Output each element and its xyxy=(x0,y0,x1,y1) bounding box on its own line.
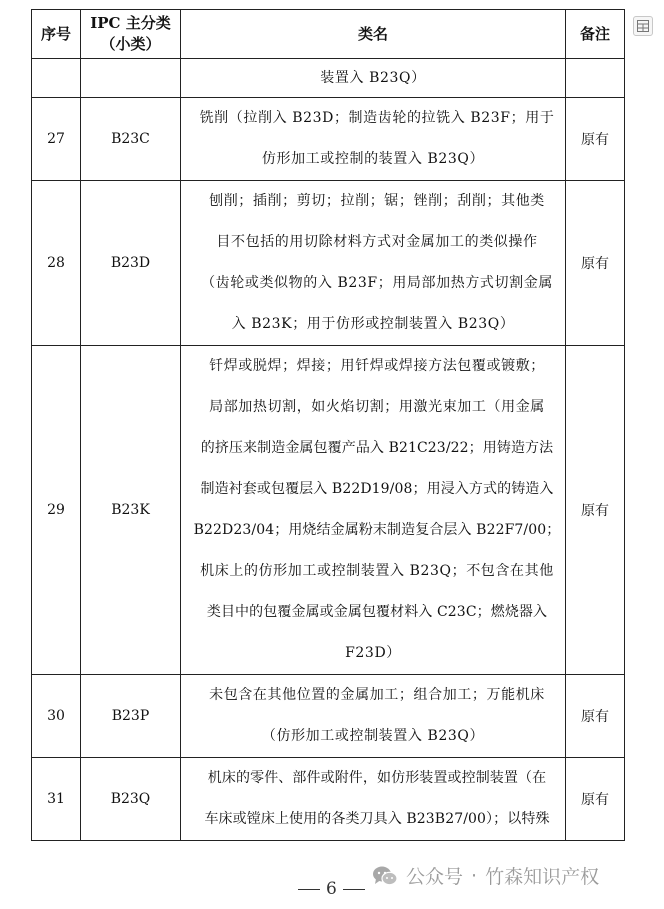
desc-line: 装置入 B23Q） xyxy=(320,70,426,86)
desc-line: 目不包括的用切除材料方式对金属加工的类似操作 xyxy=(216,234,538,250)
row-index: 29 xyxy=(32,346,81,675)
row-index: 30 xyxy=(32,675,81,758)
row-ipc-code: B23C xyxy=(81,98,181,181)
row-note: 原有 xyxy=(566,346,625,675)
table-row xyxy=(32,758,625,841)
table-row xyxy=(32,675,625,758)
desc-line: F23D） xyxy=(345,645,401,661)
page-number-value: 6 xyxy=(326,879,337,899)
desc-line: 机床的零件、部件或附件，如仿形装置或控制装置（在 xyxy=(207,770,547,786)
view-toggle-button[interactable] xyxy=(633,16,653,36)
desc-line: 机床上的仿形加工或控制装置入 B23Q；不包含在其他 xyxy=(200,563,554,579)
wechat-icon xyxy=(372,865,398,887)
row-ipc-code: B23D xyxy=(81,181,181,346)
row-desc xyxy=(181,181,566,346)
row-ipc-code: B23Q xyxy=(81,758,181,841)
header-ipc-line1: IPC 主分类 xyxy=(90,14,171,32)
desc-line: 的挤压来制造金属包覆产品入 B21C23/22；用铸造方法 xyxy=(200,440,554,456)
row-desc xyxy=(181,758,566,841)
ipc-classification-table xyxy=(31,9,625,841)
desc-line: （仿形加工或控制装置入 B23Q） xyxy=(261,728,485,744)
continuation-desc xyxy=(181,59,566,98)
desc-line: 未包含在其他位置的金属加工；组合加工；万能机床 xyxy=(209,687,545,703)
watermark-account: 竹森知识产权 xyxy=(485,866,600,888)
header-ipc-line2: （小类） xyxy=(100,35,161,53)
desc-line: （齿轮或类似物的入 B23F；用局部加热方式切割金属 xyxy=(201,275,553,291)
desc-line: 类目中的包覆金属或金属包覆材料入 C23C；燃烧器入 xyxy=(206,604,548,620)
desc-line: 局部加热切割，如火焰切割；用激光束加工（用金属 xyxy=(209,399,545,415)
header-name: 类名 xyxy=(181,10,566,59)
grid-icon xyxy=(637,20,649,32)
row-ipc-code: B23P xyxy=(81,675,181,758)
row-desc xyxy=(181,675,566,758)
header-ipc-code xyxy=(81,10,181,59)
page-footer xyxy=(0,864,664,903)
row-note: 原有 xyxy=(566,675,625,758)
desc-line: 车床或镗床上使用的各类刀具入 B23B27/00）；以特殊 xyxy=(204,811,550,827)
desc-line: 仿形加工或控制的装置入 B23Q） xyxy=(261,151,485,167)
table-header-row xyxy=(32,10,625,59)
watermark-separator: · xyxy=(471,864,478,887)
page-dash-right xyxy=(343,889,365,890)
row-note: 原有 xyxy=(566,98,625,181)
page-dash-left xyxy=(298,889,320,890)
watermark-label: 公众号 xyxy=(406,866,464,888)
continuation-row xyxy=(32,59,625,98)
table-row xyxy=(32,346,625,675)
row-index: 31 xyxy=(32,758,81,841)
wechat-watermark xyxy=(372,862,599,889)
desc-line: 刨削；插削；剪切；拉削；锯；锉削；刮削；其他类 xyxy=(209,193,545,209)
header-note: 备注 xyxy=(566,10,625,59)
desc-line: 制造衬套或包覆层入 B22D19/08；用浸入方式的铸造入 xyxy=(200,481,554,497)
row-ipc-code: B23K xyxy=(81,346,181,675)
header-index: 序号 xyxy=(32,10,81,59)
row-index: 27 xyxy=(32,98,81,181)
desc-line: B22D23/04；用烧结金属粉末制造复合层入 B22F7/00； xyxy=(193,522,561,538)
desc-line: 铣削（拉削入 B23D；制造齿轮的拉铣入 B23F；用于 xyxy=(199,110,555,126)
desc-line: 钎焊或脱焊；焊接；用钎焊或焊接方法包覆或镀敷； xyxy=(209,358,545,374)
row-note: 原有 xyxy=(566,181,625,346)
row-index: 28 xyxy=(32,181,81,346)
table-row xyxy=(32,181,625,346)
row-desc xyxy=(181,346,566,675)
table-row xyxy=(32,98,625,181)
row-note: 原有 xyxy=(566,758,625,841)
page-number xyxy=(292,879,371,899)
row-desc xyxy=(181,98,566,181)
desc-line: 入 B23K；用于仿形或控制装置入 B23Q） xyxy=(231,316,515,332)
